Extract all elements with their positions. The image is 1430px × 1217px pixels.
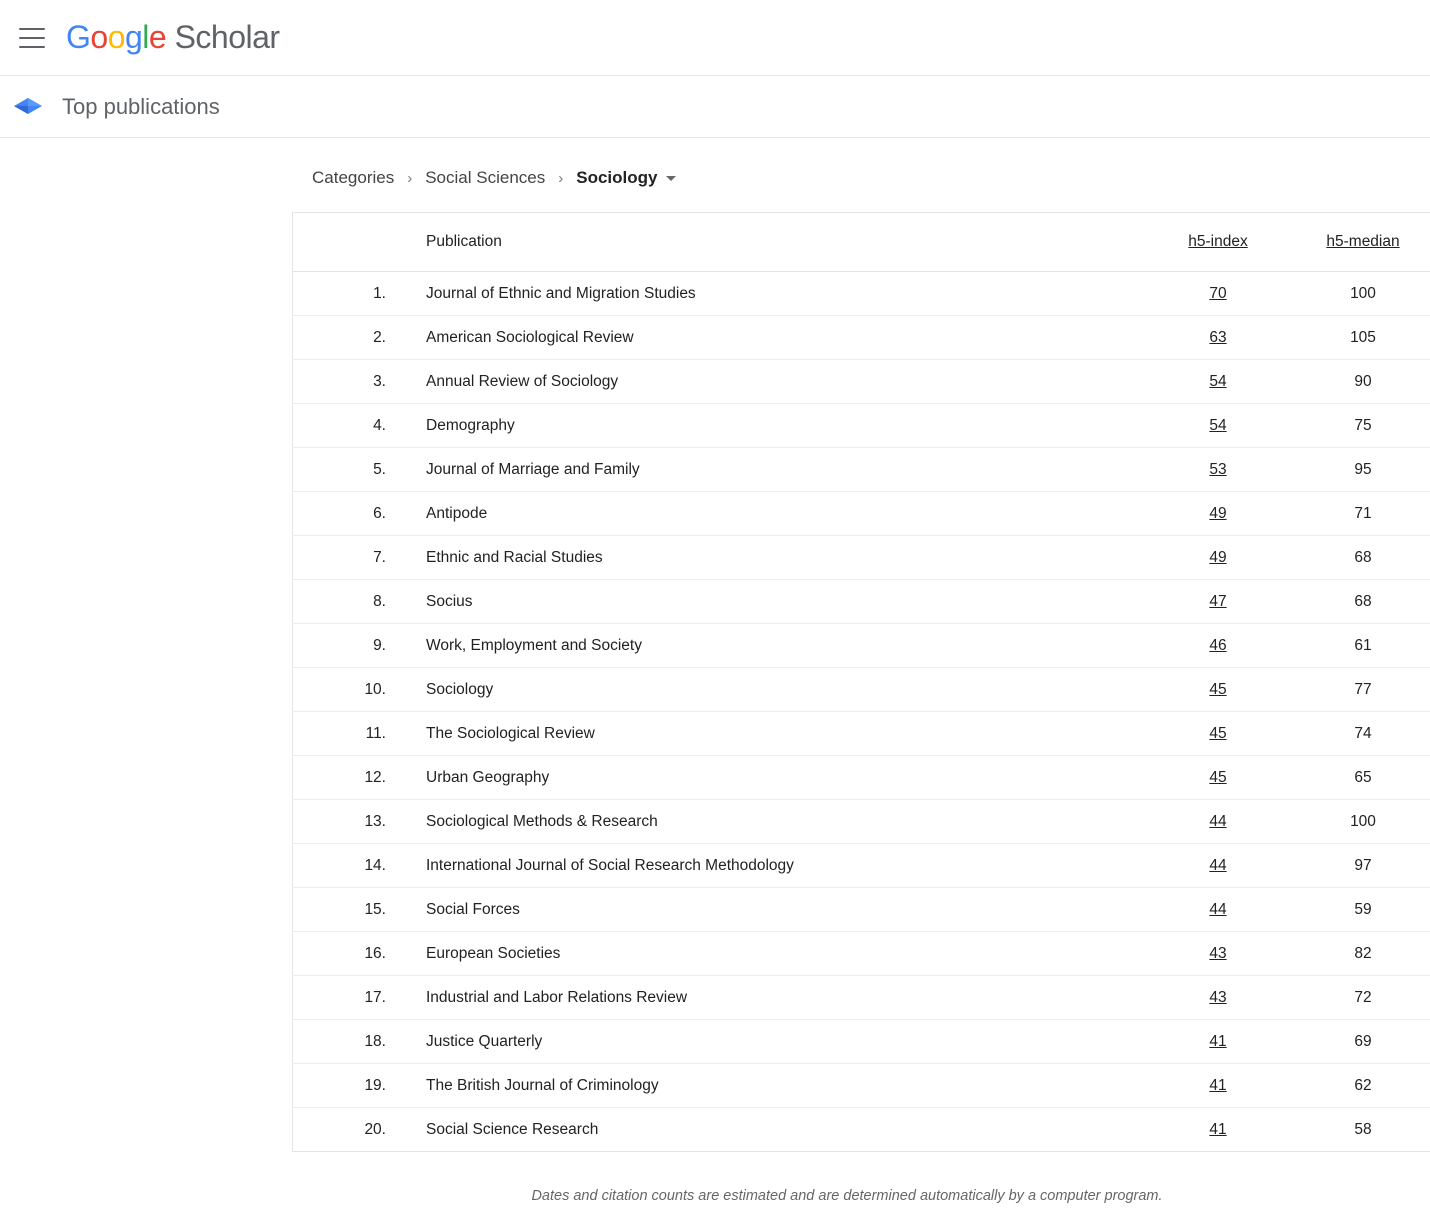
row-h5-index-cell — [1148, 712, 1288, 756]
table-header-row — [293, 213, 1430, 272]
column-header-rank — [293, 213, 405, 272]
row-h5-index-link[interactable]: 54 — [1209, 372, 1227, 390]
google-scholar-logo[interactable] — [66, 19, 280, 56]
footnote: Dates and citation counts are estimated and are determined automatically by a computer program. — [531, 1188, 1163, 1204]
row-publication: American Sociological Review — [404, 316, 1148, 360]
scholar-diamond-icon — [8, 87, 48, 127]
row-h5-median: 100 — [1288, 800, 1430, 844]
row-h5-index-link[interactable]: 45 — [1209, 680, 1227, 698]
row-h5-index-cell — [1148, 844, 1288, 888]
logo-letter-g: G — [66, 19, 91, 55]
row-rank: 8. — [293, 580, 405, 624]
row-h5-median: 75 — [1288, 404, 1430, 448]
table-row — [293, 668, 1430, 712]
row-h5-median: 100 — [1288, 272, 1430, 316]
row-h5-median: 61 — [1288, 624, 1430, 668]
row-rank: 11. — [293, 712, 405, 756]
row-h5-median: 65 — [1288, 756, 1430, 800]
row-h5-median: 95 — [1288, 448, 1430, 492]
row-rank: 9. — [293, 624, 405, 668]
publications-table — [292, 212, 1430, 1152]
row-rank: 18. — [293, 1020, 405, 1064]
logo-letter-o1: o — [90, 19, 108, 55]
row-publication: Social Science Research — [426, 1120, 599, 1138]
row-h5-index-cell — [1148, 888, 1288, 932]
row-publication: Industrial and Labor Relations Review — [404, 976, 1148, 1020]
row-publication: Justice Quarterly — [404, 1020, 1148, 1064]
table-row — [293, 932, 1430, 976]
row-h5-median: 68 — [1288, 536, 1430, 580]
row-h5-index-link[interactable]: 44 — [1209, 812, 1227, 830]
table-row — [293, 404, 1430, 448]
row-publication: Annual Review of Sociology — [404, 360, 1148, 404]
row-publication: Ethnic and Racial Studies — [404, 536, 1148, 580]
row-h5-index-cell — [1148, 1064, 1288, 1108]
row-h5-index-cell — [1148, 404, 1288, 448]
row-publication: Journal of Marriage and Family — [404, 448, 1148, 492]
row-h5-index-link[interactable]: 45 — [1209, 768, 1227, 786]
table-row — [293, 448, 1430, 492]
table-row — [293, 800, 1430, 844]
table-row — [293, 272, 1430, 316]
table-header — [293, 213, 1430, 272]
row-publication: Urban Geography — [404, 756, 1148, 800]
row-h5-index-cell — [1148, 492, 1288, 536]
row-h5-median: 105 — [1288, 316, 1430, 360]
row-rank: 20. — [364, 1120, 386, 1138]
row-h5-median: 97 — [1288, 844, 1430, 888]
top-bar — [0, 0, 1430, 76]
row-h5-index-cell — [1148, 932, 1288, 976]
table-row — [293, 492, 1430, 536]
row-h5-index-link[interactable]: 46 — [1209, 636, 1227, 654]
table-row — [293, 360, 1430, 404]
row-h5-index-link[interactable]: 49 — [1209, 504, 1227, 522]
table-row — [293, 1064, 1430, 1108]
row-h5-index-link[interactable]: 41 — [1209, 1120, 1227, 1138]
breadcrumb — [312, 168, 1430, 188]
row-h5-median: 82 — [1288, 932, 1430, 976]
table-row — [293, 536, 1430, 580]
row-rank: 5. — [293, 448, 405, 492]
logo-word-scholar: Scholar — [166, 19, 280, 55]
row-rank: 15. — [293, 888, 405, 932]
logo-letter-l: l — [142, 19, 149, 55]
row-h5-median: 59 — [1288, 888, 1430, 932]
row-publication: Sociological Methods & Research — [404, 800, 1148, 844]
row-publication: The British Journal of Criminology — [404, 1064, 1148, 1108]
hamburger-icon[interactable] — [8, 14, 56, 62]
row-rank: 3. — [293, 360, 405, 404]
breadcrumb-current-sociology[interactable]: Sociology — [576, 168, 658, 187]
row-h5-index-cell — [1148, 316, 1288, 360]
table-row — [293, 1108, 1430, 1152]
row-h5-index-cell — [1148, 668, 1288, 712]
row-h5-index-cell — [1148, 448, 1288, 492]
row-h5-index-cell — [1148, 756, 1288, 800]
main-content — [0, 138, 1430, 1204]
row-h5-index-cell — [1148, 1020, 1288, 1064]
row-h5-index-link[interactable]: 63 — [1209, 328, 1227, 346]
breadcrumb-social-sciences[interactable]: Social Sciences — [425, 168, 546, 187]
row-h5-index-link[interactable]: 49 — [1209, 548, 1227, 566]
row-h5-median: 62 — [1288, 1064, 1430, 1108]
row-publication: Antipode — [404, 492, 1148, 536]
row-publication: The Sociological Review — [404, 712, 1148, 756]
row-rank: 17. — [293, 976, 405, 1020]
table-row — [293, 580, 1430, 624]
row-rank: 19. — [293, 1064, 405, 1108]
column-header-h5-median[interactable] — [1288, 213, 1430, 272]
row-publication: International Journal of Social Research Methodology — [404, 844, 1148, 888]
row-publication: Social Forces — [404, 888, 1148, 932]
table-row — [293, 888, 1430, 932]
table-row — [293, 756, 1430, 800]
logo-letter-g2: g — [124, 19, 143, 55]
row-h5-index-link[interactable]: 54 — [1209, 416, 1227, 434]
table-row — [293, 316, 1430, 360]
breadcrumb-separator-1: › — [407, 169, 413, 187]
logo-letter-e: e — [148, 19, 167, 55]
table-row — [293, 712, 1430, 756]
h5-median-sort-link[interactable]: h5-median — [1326, 233, 1400, 250]
row-h5-median: 71 — [1288, 492, 1430, 536]
row-rank: 16. — [293, 932, 405, 976]
row-h5-index-link[interactable]: 53 — [1209, 460, 1227, 478]
table-row — [293, 844, 1430, 888]
row-h5-index-link[interactable]: 44 — [1209, 856, 1227, 874]
row-rank: 2. — [293, 316, 405, 360]
page-title: Top publications — [62, 93, 220, 119]
chevron-down-icon[interactable] — [666, 176, 676, 181]
row-h5-median: 74 — [1288, 712, 1430, 756]
row-publication: Demography — [404, 404, 1148, 448]
table-row — [293, 976, 1430, 1020]
row-h5-median: 90 — [1288, 360, 1430, 404]
row-h5-index-link[interactable]: 43 — [1209, 988, 1227, 1006]
row-h5-index-cell — [1148, 1108, 1288, 1152]
sub-header — [0, 76, 1430, 138]
row-h5-median: 72 — [1288, 976, 1430, 1020]
row-h5-index-cell — [1148, 272, 1288, 316]
row-h5-index-link[interactable]: 47 — [1209, 592, 1227, 610]
row-h5-median: 77 — [1288, 668, 1430, 712]
row-h5-index-cell — [1148, 536, 1288, 580]
column-header-publication: Publication — [404, 213, 1148, 272]
logo-letter-o2: o — [107, 19, 125, 55]
row-rank: 7. — [293, 536, 405, 580]
breadcrumb-categories[interactable]: Categories — [312, 168, 395, 187]
row-rank: 13. — [293, 800, 405, 844]
row-h5-index-link[interactable]: 41 — [1209, 1076, 1227, 1094]
row-publication: Sociology — [404, 668, 1148, 712]
row-rank: 1. — [293, 272, 405, 316]
row-rank: 10. — [293, 668, 405, 712]
row-rank: 4. — [293, 404, 405, 448]
row-h5-median: 68 — [1288, 580, 1430, 624]
row-h5-index-link[interactable]: 43 — [1209, 944, 1227, 962]
row-h5-index-link[interactable]: 70 — [1209, 284, 1227, 302]
breadcrumb-separator-2: › — [558, 169, 564, 187]
row-rank: 6. — [293, 492, 405, 536]
h5-index-sort-link[interactable]: h5-index — [1188, 233, 1248, 250]
row-h5-index-cell — [1148, 580, 1288, 624]
row-h5-index-cell — [1148, 624, 1288, 668]
row-h5-index-cell — [1148, 800, 1288, 844]
row-publication: Journal of Ethnic and Migration Studies — [404, 272, 1148, 316]
row-h5-index-link[interactable]: 44 — [1209, 900, 1227, 918]
row-publication: European Societies — [404, 932, 1148, 976]
row-h5-index-cell — [1148, 360, 1288, 404]
column-header-h5-index[interactable] — [1148, 213, 1288, 272]
row-publication: Work, Employment and Society — [404, 624, 1148, 668]
row-h5-index-link[interactable]: 45 — [1209, 724, 1227, 742]
table-row — [293, 1020, 1430, 1064]
table-row — [293, 624, 1430, 668]
row-rank: 12. — [293, 756, 405, 800]
row-h5-median: 69 — [1288, 1020, 1430, 1064]
row-h5-index-link[interactable]: 41 — [1209, 1032, 1227, 1050]
row-publication: Socius — [404, 580, 1148, 624]
row-h5-median: 58 — [1354, 1120, 1372, 1138]
row-rank: 14. — [293, 844, 405, 888]
table-body — [293, 272, 1430, 1152]
row-h5-index-cell — [1148, 976, 1288, 1020]
